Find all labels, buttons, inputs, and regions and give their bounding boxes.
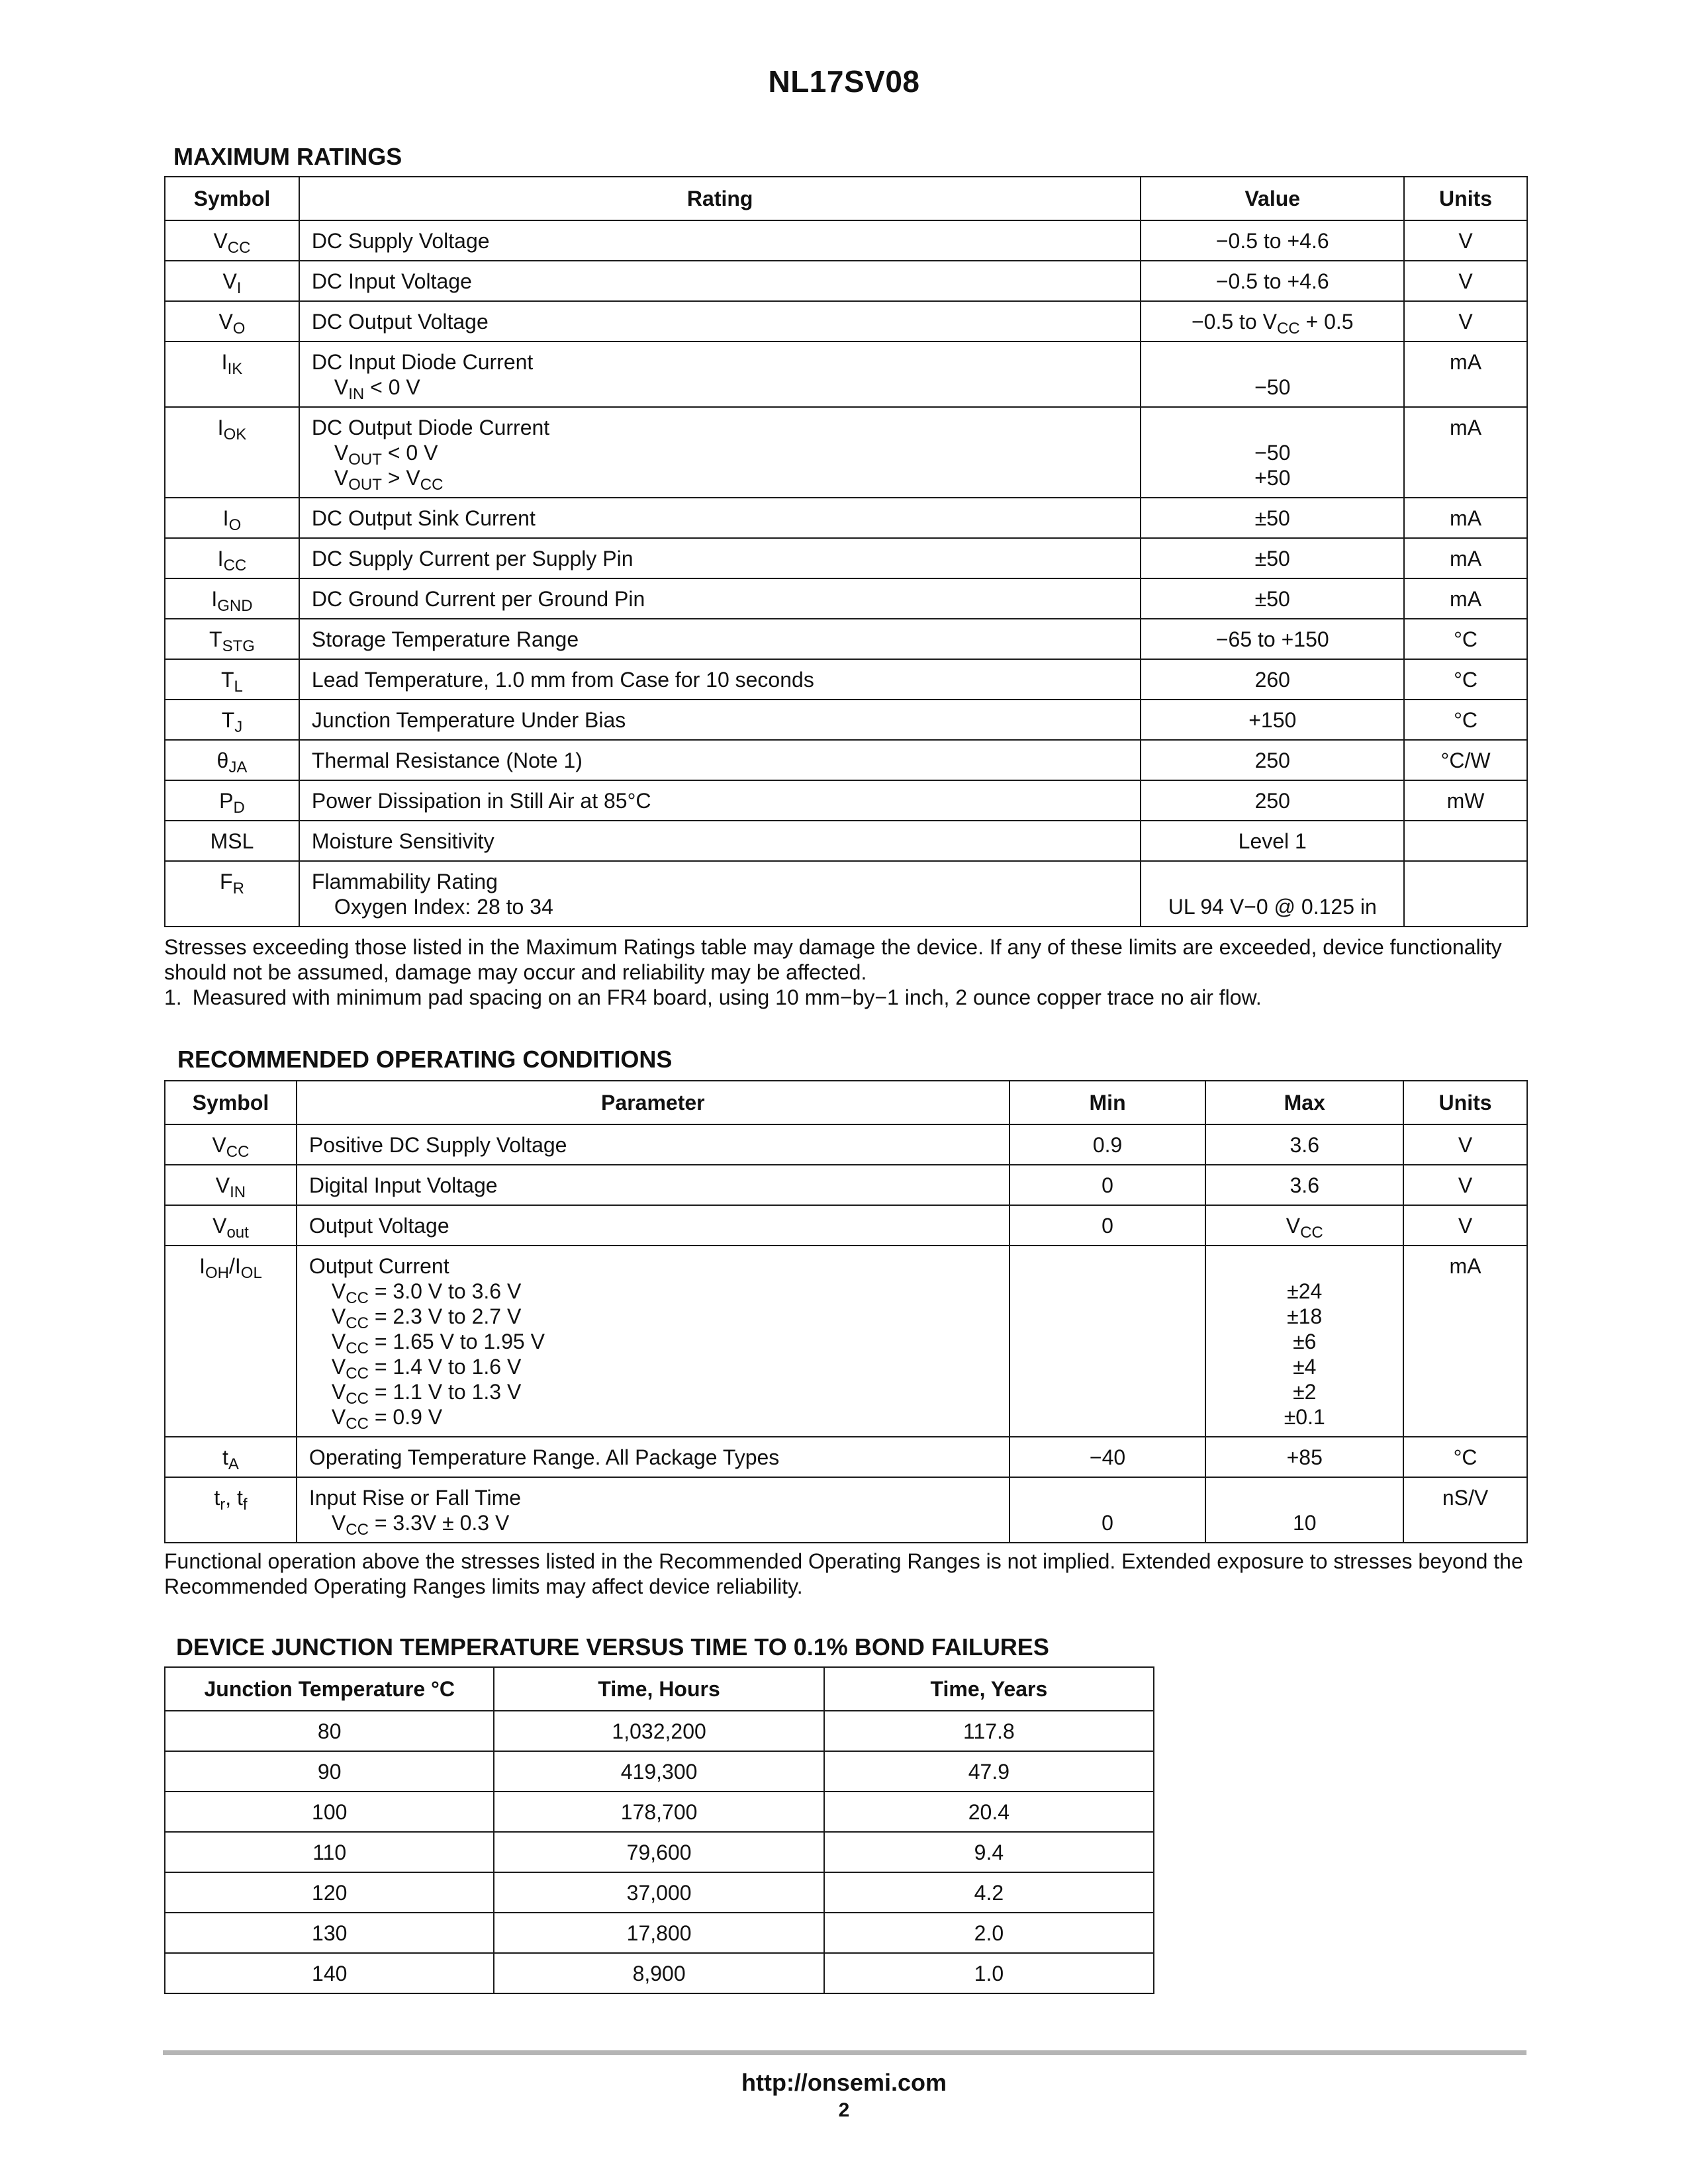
rating-cell: DC Input Diode Current $V_{IN} < 0$ V xyxy=(299,341,1141,407)
table-row xyxy=(165,1711,1154,1751)
table-row xyxy=(165,1205,1527,1246)
years-cell: 9.4 xyxy=(824,1832,1154,1872)
table-row xyxy=(165,1913,1154,1953)
temp-cell: 140 xyxy=(165,1953,494,1993)
min-cell xyxy=(1009,1246,1206,1437)
col-header-symbol: Symbol xyxy=(165,177,299,220)
symbol-cell: $t_r$, $t_f$ xyxy=(165,1477,297,1543)
table-row xyxy=(165,619,1527,659)
junction-title: DEVICE JUNCTION TEMPERATURE VERSUS TIME TO 0.1% BOND FAILURES xyxy=(176,1633,1049,1661)
table-row xyxy=(165,1751,1154,1792)
rating-cell: Storage Temperature Range xyxy=(299,619,1141,659)
max-ratings-title: MAXIMUM RATINGS xyxy=(173,143,402,170)
table-row xyxy=(165,1165,1527,1205)
temp-cell: 120 xyxy=(165,1872,494,1913)
footnote-1: 1. Measured with minimum pad spacing on an FR4 board, using 10 mm−by−1 inch, 2 ounce copper trace no air flow. xyxy=(164,985,1262,1009)
table-row xyxy=(165,1477,1527,1543)
units-cell: V xyxy=(1404,220,1527,261)
symbol-cell: $V_{out}$ xyxy=(165,1205,297,1246)
units-cell: nS/V xyxy=(1403,1477,1527,1543)
table-header-row xyxy=(165,1081,1527,1124)
value-cell: −50 xyxy=(1141,341,1404,407)
symbol-cell: $I_{IK}$ xyxy=(165,341,299,407)
rating-cell: DC Input Voltage xyxy=(299,261,1141,301)
table-row xyxy=(165,861,1527,927)
hours-cell: 37,000 xyxy=(494,1872,823,1913)
max-cell: +85 xyxy=(1205,1437,1403,1477)
rec-op-table xyxy=(164,1080,1528,1543)
units-cell: mA xyxy=(1403,1246,1527,1437)
parameter-cell: Input Rise or Fall Time $V_{CC} = 3.3V \pm 0.3$ V xyxy=(297,1477,1009,1543)
parameter-cell: Output Voltage xyxy=(297,1205,1009,1246)
units-cell: mA xyxy=(1404,407,1527,498)
value-cell: ±50 xyxy=(1141,538,1404,578)
temp-cell: 80 xyxy=(165,1711,494,1751)
parameter-cell: Positive DC Supply Voltage xyxy=(297,1124,1009,1165)
symbol-cell: $I_O$ xyxy=(165,498,299,538)
col-header-min: Min xyxy=(1009,1081,1206,1124)
table-row xyxy=(165,740,1527,780)
table-row xyxy=(165,1246,1527,1437)
units-cell: V xyxy=(1403,1165,1527,1205)
units-cell: mA xyxy=(1404,538,1527,578)
rating-cell: DC Ground Current per Ground Pin xyxy=(299,578,1141,619)
col-header-units: Units xyxy=(1404,177,1527,220)
col-header-junction-temp: Junction Temperature °C xyxy=(165,1667,494,1711)
rating-cell: DC Supply Current per Supply Pin xyxy=(299,538,1141,578)
units-cell: V xyxy=(1403,1205,1527,1246)
rec-op-note: Functional operation above the stresses listed in the Recommended Operating Ranges is not implied. Extended exposure to stresses beyond the Recommended Operating Ranges limits may affect device reliability. xyxy=(164,1549,1523,1598)
value-cell: 250 xyxy=(1141,740,1404,780)
rating-cell: DC Output Diode Current $V_{OUT} < 0$ V $V_{OUT} > V_{CC}$ xyxy=(299,407,1141,498)
max-cell: 3.6 xyxy=(1205,1165,1403,1205)
rec-op-title: RECOMMENDED OPERATING CONDITIONS xyxy=(177,1046,673,1073)
units-cell: °C xyxy=(1404,700,1527,740)
col-header-value: Value xyxy=(1141,177,1404,220)
years-cell: 1.0 xyxy=(824,1953,1154,1993)
units-cell: mW xyxy=(1404,780,1527,821)
symbol-cell: $V_{CC}$ xyxy=(165,220,299,261)
junction-table xyxy=(164,1666,1154,1994)
min-cell: 0 xyxy=(1009,1165,1206,1205)
value-cell: −0.5 to +4.6 xyxy=(1141,220,1404,261)
table-row xyxy=(165,1832,1154,1872)
rating-cell: Moisture Sensitivity xyxy=(299,821,1141,861)
value-cell: 250 xyxy=(1141,780,1404,821)
years-cell: 117.8 xyxy=(824,1711,1154,1751)
value-cell: −0.5 to +4.6 xyxy=(1141,261,1404,301)
parameter-cell: Output Current $V_{CC} = 3.0$ V to 3.6 V $V_{CC} = 2.3$ V to 2.7 V $V_{CC} = 1.65$ V to 1.95 V $V_{CC} = 1.4$ V to 1.6 V $V_{CC} = 1.1$ V to 1.3 V $V_{CC} = 0.9$ V xyxy=(297,1246,1009,1437)
parameter-cell: Digital Input Voltage xyxy=(297,1165,1009,1205)
symbol-cell: $P_D$ xyxy=(165,780,299,821)
min-cell: 0 xyxy=(1009,1205,1206,1246)
units-cell: mA xyxy=(1404,341,1527,407)
temp-cell: 90 xyxy=(165,1751,494,1792)
footer-url-link[interactable]: http://onsemi.com xyxy=(741,2069,947,2096)
symbol-cell: $F_R$ xyxy=(165,861,299,927)
table-row xyxy=(165,1437,1527,1477)
page-title: NL17SV08 xyxy=(768,64,920,99)
table-header-row xyxy=(165,1667,1154,1711)
hours-cell: 17,800 xyxy=(494,1913,823,1953)
temp-cell: 110 xyxy=(165,1832,494,1872)
years-cell: 2.0 xyxy=(824,1913,1154,1953)
value-cell: ±50 xyxy=(1141,578,1404,619)
hours-cell: 8,900 xyxy=(494,1953,823,1993)
symbol-cell: $I_{GND}$ xyxy=(165,578,299,619)
table-row xyxy=(165,220,1527,261)
table-row xyxy=(165,301,1527,341)
value-cell: UL 94 V−0 @ 0.125 in xyxy=(1141,861,1404,927)
symbol-cell: $V_{CC}$ xyxy=(165,1124,297,1165)
units-cell: mA xyxy=(1404,498,1527,538)
years-cell: 20.4 xyxy=(824,1792,1154,1832)
max-cell: ±24 ±18 ±6 ±4 ±2 ±0.1 xyxy=(1205,1246,1403,1437)
col-header-rating: Rating xyxy=(299,177,1141,220)
years-cell: 47.9 xyxy=(824,1751,1154,1792)
value-cell: +150 xyxy=(1141,700,1404,740)
symbol-cell: MSL xyxy=(165,821,299,861)
value-cell: −50 +50 xyxy=(1141,407,1404,498)
rating-cell: DC Output Sink Current xyxy=(299,498,1141,538)
units-cell: V xyxy=(1404,301,1527,341)
symbol-cell: $V_{IN}$ xyxy=(165,1165,297,1205)
value-cell: Level 1 xyxy=(1141,821,1404,861)
symbol-cell: $V_O$ xyxy=(165,301,299,341)
units-cell: °C xyxy=(1403,1437,1527,1477)
units-cell xyxy=(1404,821,1527,861)
min-cell: −40 xyxy=(1009,1437,1206,1477)
units-cell: mA xyxy=(1404,578,1527,619)
rating-cell: Power Dissipation in Still Air at 85°C xyxy=(299,780,1141,821)
footer-divider xyxy=(163,2050,1526,2055)
value-cell: −65 to +150 xyxy=(1141,619,1404,659)
table-row xyxy=(165,659,1527,700)
col-header-parameter: Parameter xyxy=(297,1081,1009,1124)
hours-cell: 1,032,200 xyxy=(494,1711,823,1751)
min-cell: 0 xyxy=(1009,1477,1206,1543)
hours-cell: 178,700 xyxy=(494,1792,823,1832)
table-row xyxy=(165,341,1527,407)
units-cell: °C xyxy=(1404,659,1527,700)
table-row xyxy=(165,498,1527,538)
rating-cell: DC Output Voltage xyxy=(299,301,1141,341)
table-row xyxy=(165,821,1527,861)
table-row xyxy=(165,1124,1527,1165)
table-row xyxy=(165,407,1527,498)
rating-cell: Lead Temperature, 1.0 mm from Case for 10 seconds xyxy=(299,659,1141,700)
max-cell: 3.6 xyxy=(1205,1124,1403,1165)
table-row xyxy=(165,578,1527,619)
table-row xyxy=(165,1953,1154,1993)
max-cell: $V_{CC}$ xyxy=(1205,1205,1403,1246)
units-cell: °C xyxy=(1404,619,1527,659)
temp-cell: 130 xyxy=(165,1913,494,1953)
col-header-time-years: Time, Years xyxy=(824,1667,1154,1711)
units-cell: V xyxy=(1403,1124,1527,1165)
symbol-cell: $\theta_{JA}$ xyxy=(165,740,299,780)
max-ratings-table xyxy=(164,176,1528,927)
table-row xyxy=(165,1872,1154,1913)
rating-cell: Junction Temperature Under Bias xyxy=(299,700,1141,740)
min-cell: 0.9 xyxy=(1009,1124,1206,1165)
max-cell: 10 xyxy=(1205,1477,1403,1543)
hours-cell: 419,300 xyxy=(494,1751,823,1792)
table-row xyxy=(165,780,1527,821)
page-number: 2 xyxy=(838,2099,850,2121)
symbol-cell: $I_{OH}/I_{OL}$ xyxy=(165,1246,297,1437)
symbol-cell: $T_{STG}$ xyxy=(165,619,299,659)
temp-cell: 100 xyxy=(165,1792,494,1832)
hours-cell: 79,600 xyxy=(494,1832,823,1872)
symbol-cell: $I_{CC}$ xyxy=(165,538,299,578)
col-header-units: Units xyxy=(1403,1081,1527,1124)
rating-cell: Thermal Resistance (Note 1) xyxy=(299,740,1141,780)
col-header-time-hours: Time, Hours xyxy=(494,1667,823,1711)
symbol-cell: $t_A$ xyxy=(165,1437,297,1477)
table-row xyxy=(165,538,1527,578)
col-header-max: Max xyxy=(1205,1081,1403,1124)
table-header-row xyxy=(165,177,1527,220)
symbol-cell: $V_I$ xyxy=(165,261,299,301)
units-cell: °C/W xyxy=(1404,740,1527,780)
symbol-cell: $T_L$ xyxy=(165,659,299,700)
parameter-cell: Operating Temperature Range. All Package Types xyxy=(297,1437,1009,1477)
value-cell: −0.5 to $V_{CC} + 0.5$ xyxy=(1141,301,1404,341)
value-cell: 260 xyxy=(1141,659,1404,700)
max-ratings-stress-note: Stresses exceeding those listed in the Maximum Ratings table may damage the device. If any of these limits are exceeded, device functionality should not be assumed, damage may occur and reliability may be affected. xyxy=(164,935,1502,984)
table-row xyxy=(165,700,1527,740)
units-cell xyxy=(1404,861,1527,927)
col-header-symbol: Symbol xyxy=(165,1081,297,1124)
table-row xyxy=(165,1792,1154,1832)
years-cell: 4.2 xyxy=(824,1872,1154,1913)
rating-cell: Flammability Rating Oxygen Index: 28 to 34 xyxy=(299,861,1141,927)
rating-cell: DC Supply Voltage xyxy=(299,220,1141,261)
units-cell: V xyxy=(1404,261,1527,301)
table-row xyxy=(165,261,1527,301)
symbol-cell: $T_J$ xyxy=(165,700,299,740)
symbol-cell: $I_{OK}$ xyxy=(165,407,299,498)
value-cell: ±50 xyxy=(1141,498,1404,538)
